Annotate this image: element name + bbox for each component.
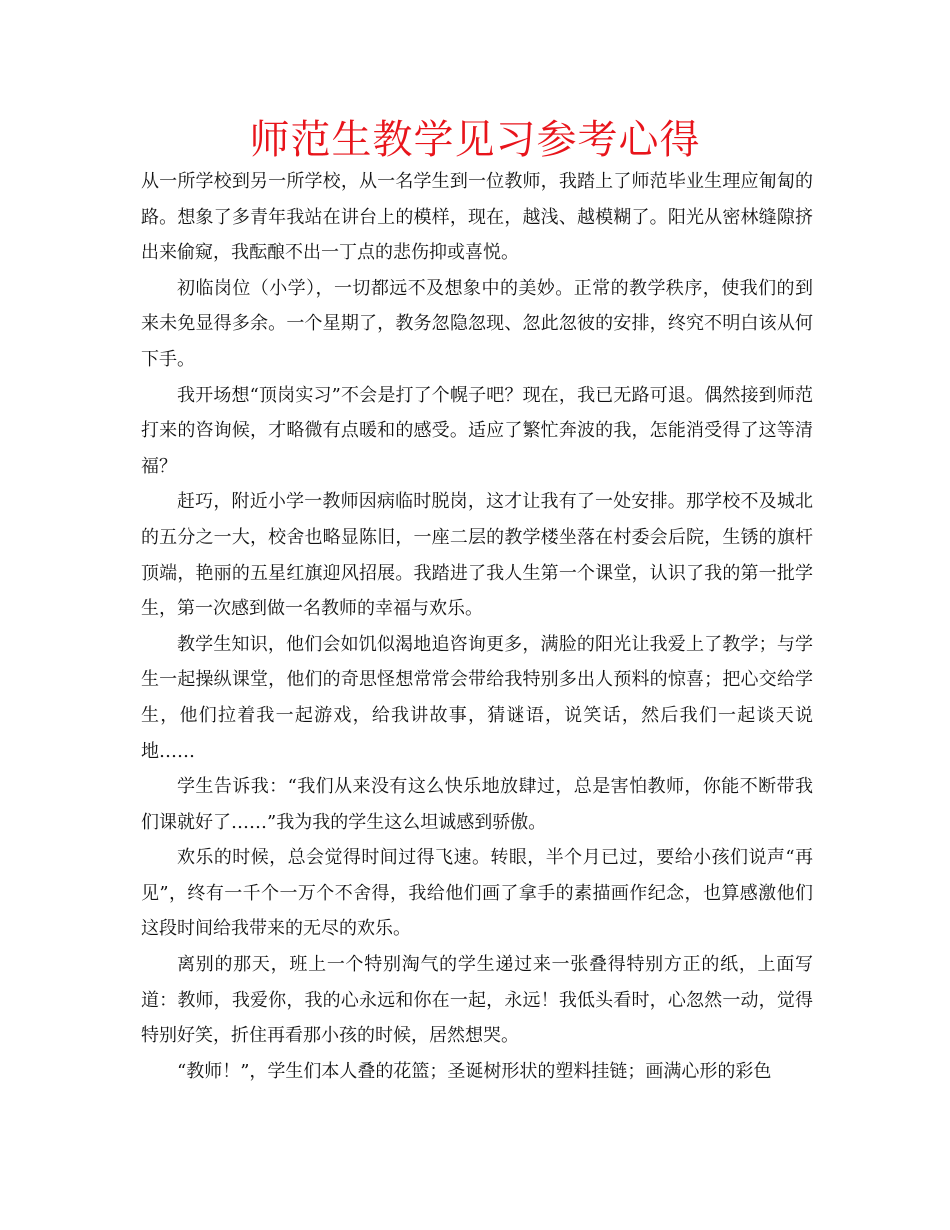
paragraph: 我开场想“顶岗实习”不会是打了个幌子吧？现在，我已无路可退。偶然接到师范打来的咨询候，才略微有点暖和的感受。适应了繁忙奔波的我，怎能消受得了这等清福？ xyxy=(141,384,813,477)
paragraph: 学生告诉我：“我们从来没有这么快乐地放肆过，总是害怕教师，你能不断带我们课就好了……”我为我的学生这么坦诚感到骄傲。 xyxy=(141,776,813,833)
paragraph: 离别的那天，班上一个特别淘气的学生递过来一张叠得特别方正的纸，上面写道：教师，我爱你，我的心永远和你在一起，永远！我低头看时，心忽然一动，觉得特别好笑，折住再看那小孩的时候，居然想哭。 xyxy=(141,954,813,1047)
paragraph: 欢乐的时候，总会觉得时间过得飞速。转眼，半个月已过，要给小孩们说声“再见”，终有一千个一万个不舍得，我给他们画了拿手的素描画作纪念，也算感激他们这段时间给我带来的无尽的欢乐。 xyxy=(141,847,813,940)
paragraph: 赶巧，附近小学一教师因病临时脱岗，这才让我有了一处安排。那学校不及城北的五分之一大，校舍也略显陈旧，一座二层的教学楼坐落在村委会后院，生锈的旗杆顶端，艳丽的五星红旗迎风招展。我踏进了我人生第一个课堂，认识了我的第一批学生，第一次感到做一名教师的幸福与欢乐。 xyxy=(141,491,813,620)
paragraph: “教师！”，学生们本人叠的花篮；圣诞树形状的塑料挂链；画满心形的彩色 xyxy=(177,1060,772,1082)
paragraph: 教学生知识，他们会如饥似渴地追咨询更多，满脸的阳光让我爱上了教学；与学生一起操纵课堂，他们的奇思怪想常常会带给我特别多出人预料的惊喜；把心交给学生，他们拉着我一起游戏，给我讲故事，猜谜语，说笑话，然后我们一起谈天说地…… xyxy=(141,633,813,762)
paragraph: 从一所学校到另一所学校，从一名学生到一位教师，我踏上了师范毕业生理应匍匐的路。想象了多青年我站在讲台上的模样，现在，越浅、越模糊了。阳光从密林缝隙挤出来偷窥，我酝酿不出一丁点的悲伤抑或喜悦。 xyxy=(141,171,813,264)
document-body xyxy=(141,164,813,1089)
paragraph: 初临岗位（小学），一切都远不及想象中的美妙。正常的教学秩序，使我们的到来未免显得多余。一个星期了，教务忽隐忽现、忽此忽彼的安排，终究不明白该从何下手。 xyxy=(141,277,813,370)
document-title: 师范生教学见习参考心得 xyxy=(249,117,701,163)
